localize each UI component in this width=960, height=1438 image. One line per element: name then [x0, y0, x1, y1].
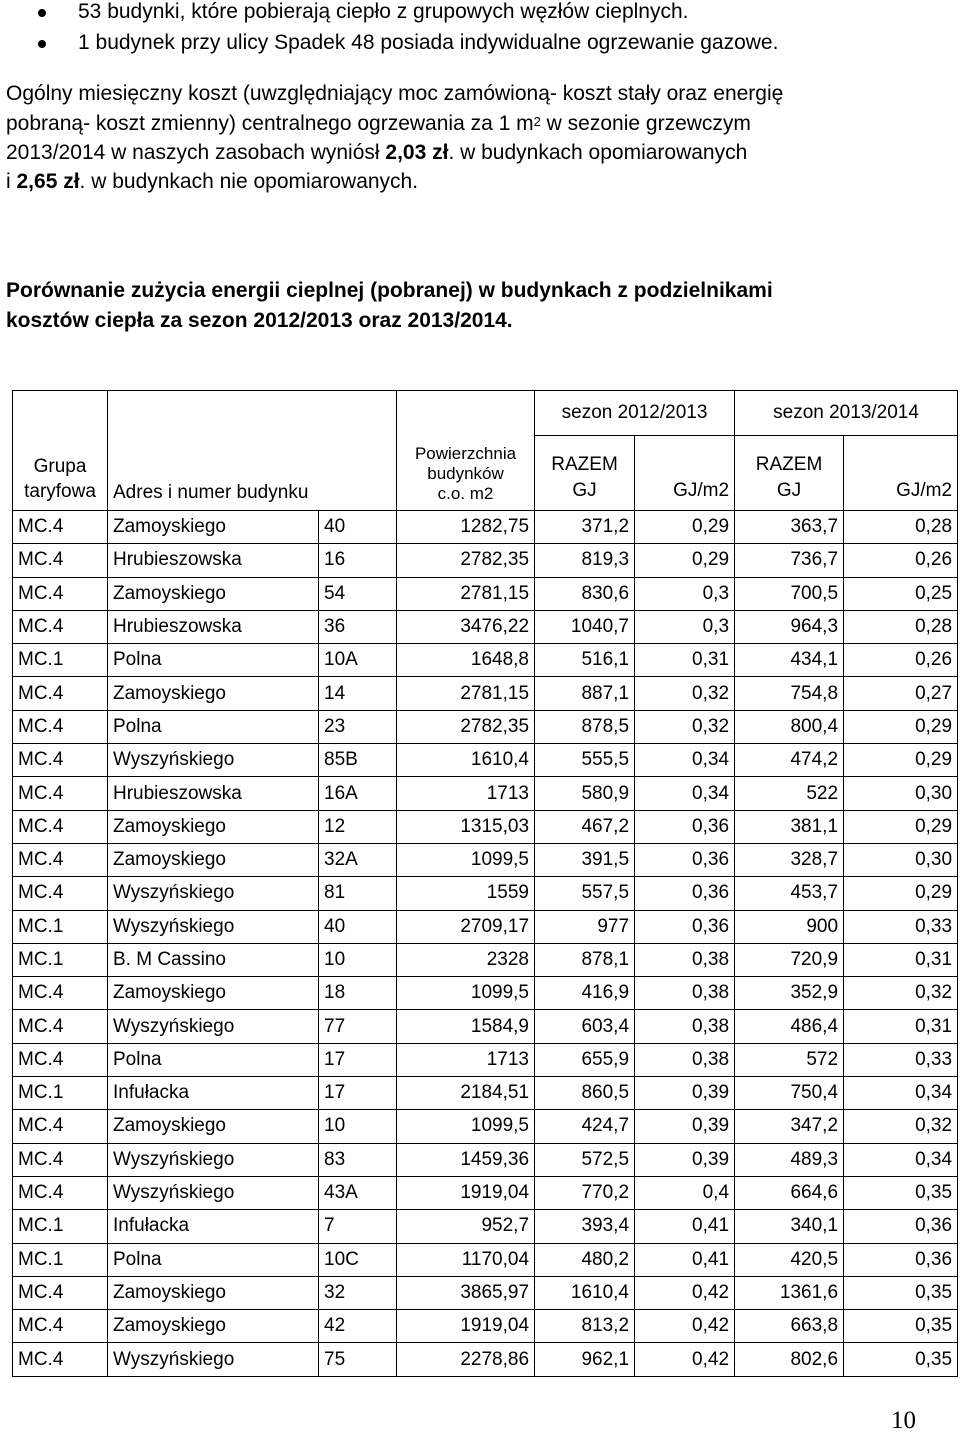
cell-number: 18 — [319, 977, 397, 1010]
cell-gjm2-2012: 0,38 — [635, 1010, 735, 1043]
cell-gj-2013: 572 — [735, 1043, 844, 1076]
cell-gj-2013: 800,4 — [735, 710, 844, 743]
paragraph-text: w sezonie grzewczym — [540, 112, 751, 135]
cell-gjm2-2012: 0,4 — [635, 1176, 735, 1209]
cell-gj-2012: 555,5 — [535, 744, 635, 777]
header-text: taryfowa — [24, 481, 96, 502]
cell-gj-2012: 887,1 — [535, 677, 635, 710]
cell-gjm2-2013: 0,30 — [844, 777, 958, 810]
cell-grupa: MC.4 — [13, 1343, 108, 1376]
cell-gjm2-2013: 0,35 — [844, 1276, 958, 1309]
cell-gj-2012: 1610,4 — [535, 1276, 635, 1309]
table-row — [13, 1043, 958, 1076]
col-header-gj-m2: GJ/m2 — [844, 436, 958, 511]
cell-gjm2-2012: 0,39 — [635, 1143, 735, 1176]
cell-gj-2012: 977 — [535, 910, 635, 943]
table-row — [13, 1343, 958, 1376]
cell-area: 2278,86 — [397, 1343, 535, 1376]
paragraph-text: i — [6, 170, 17, 193]
cell-area: 3865,97 — [397, 1276, 535, 1309]
cell-gjm2-2013: 0,26 — [844, 544, 958, 577]
cell-gj-2013: 736,7 — [735, 544, 844, 577]
header-text: GJ — [776, 480, 802, 501]
cell-gj-2013: 434,1 — [735, 644, 844, 677]
cell-gjm2-2013: 0,33 — [844, 910, 958, 943]
header-text: RAZEM — [755, 454, 823, 475]
cell-street: Wyszyńskiego — [108, 744, 319, 777]
superscript: 2 — [533, 114, 541, 129]
table-row — [13, 777, 958, 810]
cell-gjm2-2012: 0,3 — [635, 610, 735, 643]
cell-gj-2013: 750,4 — [735, 1077, 844, 1110]
cell-number: 40 — [319, 910, 397, 943]
cell-gjm2-2013: 0,28 — [844, 511, 958, 544]
cell-gjm2-2013: 0,29 — [844, 810, 958, 843]
col-header-grupa — [13, 391, 108, 511]
table-row — [13, 977, 958, 1010]
cell-street: Wyszyńskiego — [108, 877, 319, 910]
cell-gj-2012: 371,2 — [535, 511, 635, 544]
cell-street: Zamoyskiego — [108, 810, 319, 843]
cell-grupa: MC.4 — [13, 1276, 108, 1309]
cell-number: 16 — [319, 544, 397, 577]
cell-grupa: MC.1 — [13, 943, 108, 976]
cell-grupa: MC.4 — [13, 610, 108, 643]
cell-gjm2-2012: 0,42 — [635, 1343, 735, 1376]
table-row — [13, 1010, 958, 1043]
cell-gjm2-2012: 0,42 — [635, 1276, 735, 1309]
cell-street: Hrubieszowska — [108, 544, 319, 577]
cell-area: 1713 — [397, 777, 535, 810]
cell-street: Polna — [108, 1043, 319, 1076]
cell-area: 2781,15 — [397, 677, 535, 710]
cell-gjm2-2012: 0,39 — [635, 1110, 735, 1143]
cell-area: 1919,04 — [397, 1310, 535, 1343]
cell-gj-2012: 655,9 — [535, 1043, 635, 1076]
cell-gj-2012: 516,1 — [535, 644, 635, 677]
table-row — [13, 1276, 958, 1309]
cell-area: 1282,75 — [397, 511, 535, 544]
table-row — [13, 1077, 958, 1110]
cell-gj-2013: 347,2 — [735, 1110, 844, 1143]
cell-gjm2-2013: 0,32 — [844, 1110, 958, 1143]
cell-street: Zamoyskiego — [108, 1276, 319, 1309]
cell-gj-2013: 340,1 — [735, 1210, 844, 1243]
cell-area: 3476,22 — [397, 610, 535, 643]
cell-gj-2012: 878,1 — [535, 943, 635, 976]
table-row — [13, 1143, 958, 1176]
col-header-season-2012-2013: sezon 2012/2013 — [535, 391, 735, 436]
cell-grupa: MC.4 — [13, 744, 108, 777]
cell-number: 77 — [319, 1010, 397, 1043]
cell-number: 10A — [319, 644, 397, 677]
table-row — [13, 1176, 958, 1209]
cell-street: Zamoyskiego — [108, 1310, 319, 1343]
table-row — [13, 1310, 958, 1343]
cell-street: Wyszyńskiego — [108, 1176, 319, 1209]
header-text: Grupa — [33, 456, 87, 477]
cell-street: Polna — [108, 644, 319, 677]
cell-gjm2-2012: 0,36 — [635, 810, 735, 843]
cell-gj-2013: 420,5 — [735, 1243, 844, 1276]
cell-gjm2-2013: 0,34 — [844, 1077, 958, 1110]
cell-street: Zamoyskiego — [108, 511, 319, 544]
cell-area: 2781,15 — [397, 577, 535, 610]
cell-gj-2013: 363,7 — [735, 511, 844, 544]
cell-gj-2013: 664,6 — [735, 1176, 844, 1209]
header-text: budynków — [427, 464, 504, 483]
cell-number: 54 — [319, 577, 397, 610]
cell-gjm2-2012: 0,41 — [635, 1210, 735, 1243]
cell-gjm2-2013: 0,30 — [844, 843, 958, 876]
cell-grupa: MC.4 — [13, 677, 108, 710]
cell-number: 40 — [319, 511, 397, 544]
cell-grupa: MC.4 — [13, 1110, 108, 1143]
cell-grupa: MC.1 — [13, 644, 108, 677]
table-row — [13, 1110, 958, 1143]
cell-street: Polna — [108, 710, 319, 743]
cell-gjm2-2012: 0,41 — [635, 1243, 735, 1276]
table-row — [13, 610, 958, 643]
cell-area: 1559 — [397, 877, 535, 910]
table-row — [13, 511, 958, 544]
cell-gj-2013: 381,1 — [735, 810, 844, 843]
bullet-text: 53 budynki, które pobierają ciepło z grupowych węzłów cieplnych. — [78, 0, 689, 23]
cell-gj-2013: 720,9 — [735, 943, 844, 976]
cell-gj-2012: 557,5 — [535, 877, 635, 910]
cost-value-metered: 2,03 zł — [385, 141, 449, 164]
cell-area: 2709,17 — [397, 910, 535, 943]
cell-number: 42 — [319, 1310, 397, 1343]
cell-gj-2012: 770,2 — [535, 1176, 635, 1209]
table-header — [13, 391, 958, 511]
cell-gjm2-2013: 0,28 — [844, 610, 958, 643]
cell-street: Zamoyskiego — [108, 843, 319, 876]
cell-area: 1099,5 — [397, 1110, 535, 1143]
cell-gjm2-2012: 0,36 — [635, 910, 735, 943]
cell-gjm2-2012: 0,32 — [635, 710, 735, 743]
cell-gj-2013: 474,2 — [735, 744, 844, 777]
cell-area: 1099,5 — [397, 977, 535, 1010]
cell-street: Zamoyskiego — [108, 1110, 319, 1143]
energy-comparison-table — [12, 390, 958, 1377]
paragraph-text: 2013/2014 w naszych zasobach wyniósł — [6, 141, 386, 164]
cell-grupa: MC.4 — [13, 810, 108, 843]
cell-gj-2012: 1040,7 — [535, 610, 635, 643]
cell-gj-2013: 964,3 — [735, 610, 844, 643]
table-row — [13, 1243, 958, 1276]
cell-number: 83 — [319, 1143, 397, 1176]
cell-gjm2-2012: 0,29 — [635, 544, 735, 577]
cell-grupa: MC.4 — [13, 511, 108, 544]
header-text: c.o. m2 — [437, 484, 494, 503]
cell-gjm2-2012: 0,38 — [635, 1043, 735, 1076]
bullet-text: 1 budynek przy ulicy Spadek 48 posiada indywidualne ogrzewanie gazowe. — [78, 31, 779, 54]
cell-gj-2012: 580,9 — [535, 777, 635, 810]
cell-gj-2012: 813,2 — [535, 1310, 635, 1343]
cell-grupa: MC.1 — [13, 910, 108, 943]
paragraph-line — [6, 110, 751, 138]
cell-gjm2-2013: 0,29 — [844, 877, 958, 910]
cell-gjm2-2013: 0,29 — [844, 710, 958, 743]
cell-gj-2013: 754,8 — [735, 677, 844, 710]
cell-gj-2012: 572,5 — [535, 1143, 635, 1176]
cell-street: Infułacka — [108, 1210, 319, 1243]
cell-gjm2-2013: 0,35 — [844, 1176, 958, 1209]
cost-value-unmetered: 2,65 zł — [16, 170, 80, 193]
paragraph-text: . w budynkach opomiarowanych — [448, 141, 748, 164]
cell-area: 1170,04 — [397, 1243, 535, 1276]
cell-gj-2013: 453,7 — [735, 877, 844, 910]
cell-area: 1459,36 — [397, 1143, 535, 1176]
cell-grupa: MC.1 — [13, 1077, 108, 1110]
cell-gjm2-2012: 0,36 — [635, 843, 735, 876]
col-header-razem-gj — [535, 436, 635, 511]
cell-number: 32 — [319, 1276, 397, 1309]
table-body — [13, 511, 958, 1377]
cell-number: 36 — [319, 610, 397, 643]
table-row — [13, 644, 958, 677]
cell-gj-2012: 819,3 — [535, 544, 635, 577]
cell-gjm2-2012: 0,34 — [635, 777, 735, 810]
cell-gj-2012: 424,7 — [535, 1110, 635, 1143]
cell-number: 10C — [319, 1243, 397, 1276]
cell-gj-2012: 603,4 — [535, 1010, 635, 1043]
cell-gj-2012: 480,2 — [535, 1243, 635, 1276]
cell-grupa: MC.4 — [13, 1143, 108, 1176]
header-text: RAZEM — [551, 454, 618, 475]
cell-street: B. M Cassino — [108, 943, 319, 976]
cell-grupa: MC.4 — [13, 1010, 108, 1043]
table-row — [13, 910, 958, 943]
cell-gj-2012: 393,4 — [535, 1210, 635, 1243]
paragraph-line — [6, 139, 747, 167]
cell-number: 10 — [319, 1110, 397, 1143]
table-row — [13, 577, 958, 610]
table-row — [13, 1210, 958, 1243]
cell-gjm2-2012: 0,38 — [635, 977, 735, 1010]
bullet-dot-icon — [38, 40, 46, 48]
cell-gj-2013: 522 — [735, 777, 844, 810]
col-header-adres: Adres i numer budynku — [108, 391, 397, 511]
heading-line: Porównanie zużycia energii cieplnej (pobranej) w budynkach z podzielnikami — [6, 279, 773, 302]
cell-number: 17 — [319, 1043, 397, 1076]
paragraph-text: Ogólny miesięczny koszt (uwzględniający moc zamówioną- koszt stały oraz energię — [6, 82, 784, 105]
col-header-gj-m2: GJ/m2 — [635, 436, 735, 511]
bullet-dot-icon — [38, 9, 46, 17]
cell-area: 1919,04 — [397, 1176, 535, 1209]
table-row — [13, 677, 958, 710]
cell-gjm2-2012: 0,29 — [635, 511, 735, 544]
cell-area: 1315,03 — [397, 810, 535, 843]
cell-gjm2-2013: 0,27 — [844, 677, 958, 710]
cell-gjm2-2012: 0,42 — [635, 1310, 735, 1343]
cell-grupa: MC.4 — [13, 843, 108, 876]
cell-area: 1099,5 — [397, 843, 535, 876]
cell-grupa: MC.4 — [13, 577, 108, 610]
cell-street: Wyszyńskiego — [108, 910, 319, 943]
paragraph-line — [6, 80, 783, 108]
cell-gj-2012: 878,5 — [535, 710, 635, 743]
cell-gjm2-2012: 0,39 — [635, 1077, 735, 1110]
cell-number: 23 — [319, 710, 397, 743]
cell-gj-2013: 352,9 — [735, 977, 844, 1010]
cell-gjm2-2013: 0,34 — [844, 1143, 958, 1176]
cell-area: 2328 — [397, 943, 535, 976]
cell-gjm2-2013: 0,26 — [844, 644, 958, 677]
cell-number: 43A — [319, 1176, 397, 1209]
cell-number: 12 — [319, 810, 397, 843]
table-row — [13, 710, 958, 743]
cell-gjm2-2013: 0,31 — [844, 1010, 958, 1043]
paragraph-text: pobraną- koszt zmienny) centralnego ogrzewania za 1 m — [6, 112, 534, 135]
header-text: GJ — [572, 480, 597, 501]
cell-grupa: MC.4 — [13, 1310, 108, 1343]
cell-area: 2782,35 — [397, 544, 535, 577]
cell-grupa: MC.4 — [13, 1043, 108, 1076]
cell-street: Wyszyńskiego — [108, 1143, 319, 1176]
cell-area: 1713 — [397, 1043, 535, 1076]
cell-grupa: MC.4 — [13, 544, 108, 577]
table-row — [13, 843, 958, 876]
cell-grupa: MC.4 — [13, 710, 108, 743]
heading-line: kosztów ciepła za sezon 2012/2013 oraz 2013/2014. — [6, 309, 513, 332]
cell-number: 16A — [319, 777, 397, 810]
cell-area: 1584,9 — [397, 1010, 535, 1043]
cell-street: Hrubieszowska — [108, 610, 319, 643]
cell-gjm2-2012: 0,38 — [635, 943, 735, 976]
cell-gj-2012: 391,5 — [535, 843, 635, 876]
cell-street: Hrubieszowska — [108, 777, 319, 810]
cell-grupa: MC.4 — [13, 877, 108, 910]
cell-gj-2013: 700,5 — [735, 577, 844, 610]
cell-area: 1648,8 — [397, 644, 535, 677]
cell-gjm2-2013: 0,25 — [844, 577, 958, 610]
cell-number: 17 — [319, 1077, 397, 1110]
cell-gjm2-2012: 0,36 — [635, 877, 735, 910]
cell-area: 1610,4 — [397, 744, 535, 777]
cell-gj-2012: 830,6 — [535, 577, 635, 610]
page-number: 10 — [891, 1407, 916, 1434]
cell-gj-2013: 802,6 — [735, 1343, 844, 1376]
cell-street: Wyszyńskiego — [108, 1343, 319, 1376]
cell-number: 10 — [319, 943, 397, 976]
cell-gjm2-2012: 0,3 — [635, 577, 735, 610]
cell-number: 85B — [319, 744, 397, 777]
cell-number: 14 — [319, 677, 397, 710]
cell-number: 75 — [319, 1343, 397, 1376]
cell-gj-2013: 1361,6 — [735, 1276, 844, 1309]
cell-gj-2013: 489,3 — [735, 1143, 844, 1176]
cell-street: Polna — [108, 1243, 319, 1276]
cell-gjm2-2013: 0,36 — [844, 1243, 958, 1276]
cell-grupa: MC.1 — [13, 1243, 108, 1276]
paragraph-text: . w budynkach nie opomiarowanych. — [79, 170, 419, 193]
cell-gjm2-2013: 0,36 — [844, 1210, 958, 1243]
cell-gjm2-2013: 0,32 — [844, 977, 958, 1010]
table-row — [13, 877, 958, 910]
cell-gjm2-2013: 0,35 — [844, 1343, 958, 1376]
cell-street: Zamoyskiego — [108, 677, 319, 710]
col-header-razem-gj — [735, 436, 844, 511]
cell-gjm2-2013: 0,29 — [844, 744, 958, 777]
cell-street: Infułacka — [108, 1077, 319, 1110]
cell-gjm2-2013: 0,31 — [844, 943, 958, 976]
cell-gj-2013: 900 — [735, 910, 844, 943]
paragraph-line — [6, 168, 418, 196]
cell-grupa: MC.4 — [13, 977, 108, 1010]
cell-gj-2013: 663,8 — [735, 1310, 844, 1343]
table-row — [13, 744, 958, 777]
cell-gjm2-2012: 0,34 — [635, 744, 735, 777]
cell-gj-2012: 416,9 — [535, 977, 635, 1010]
col-header-powierzchnia — [397, 391, 535, 511]
cell-gjm2-2012: 0,32 — [635, 677, 735, 710]
cell-area: 952,7 — [397, 1210, 535, 1243]
cell-gj-2012: 860,5 — [535, 1077, 635, 1110]
cell-number: 32A — [319, 843, 397, 876]
cell-gj-2013: 486,4 — [735, 1010, 844, 1043]
cell-number: 81 — [319, 877, 397, 910]
cell-area: 2184,51 — [397, 1077, 535, 1110]
cell-street: Wyszyńskiego — [108, 1010, 319, 1043]
cell-gj-2012: 467,2 — [535, 810, 635, 843]
table-row — [13, 810, 958, 843]
cell-gjm2-2012: 0,31 — [635, 644, 735, 677]
col-header-season-2013-2014: sezon 2013/2014 — [735, 391, 958, 436]
cell-grupa: MC.1 — [13, 1210, 108, 1243]
cell-area: 2782,35 — [397, 710, 535, 743]
cell-gj-2012: 962,1 — [535, 1343, 635, 1376]
cell-grupa: MC.4 — [13, 777, 108, 810]
table-row — [13, 544, 958, 577]
cell-gj-2013: 328,7 — [735, 843, 844, 876]
cell-grupa: MC.4 — [13, 1176, 108, 1209]
header-text: Powierzchnia — [414, 444, 517, 463]
header-row — [13, 391, 958, 436]
cell-gjm2-2013: 0,35 — [844, 1310, 958, 1343]
cell-gjm2-2013: 0,33 — [844, 1043, 958, 1076]
cell-number: 7 — [319, 1210, 397, 1243]
cell-street: Zamoyskiego — [108, 977, 319, 1010]
cell-street: Zamoyskiego — [108, 577, 319, 610]
table-row — [13, 943, 958, 976]
